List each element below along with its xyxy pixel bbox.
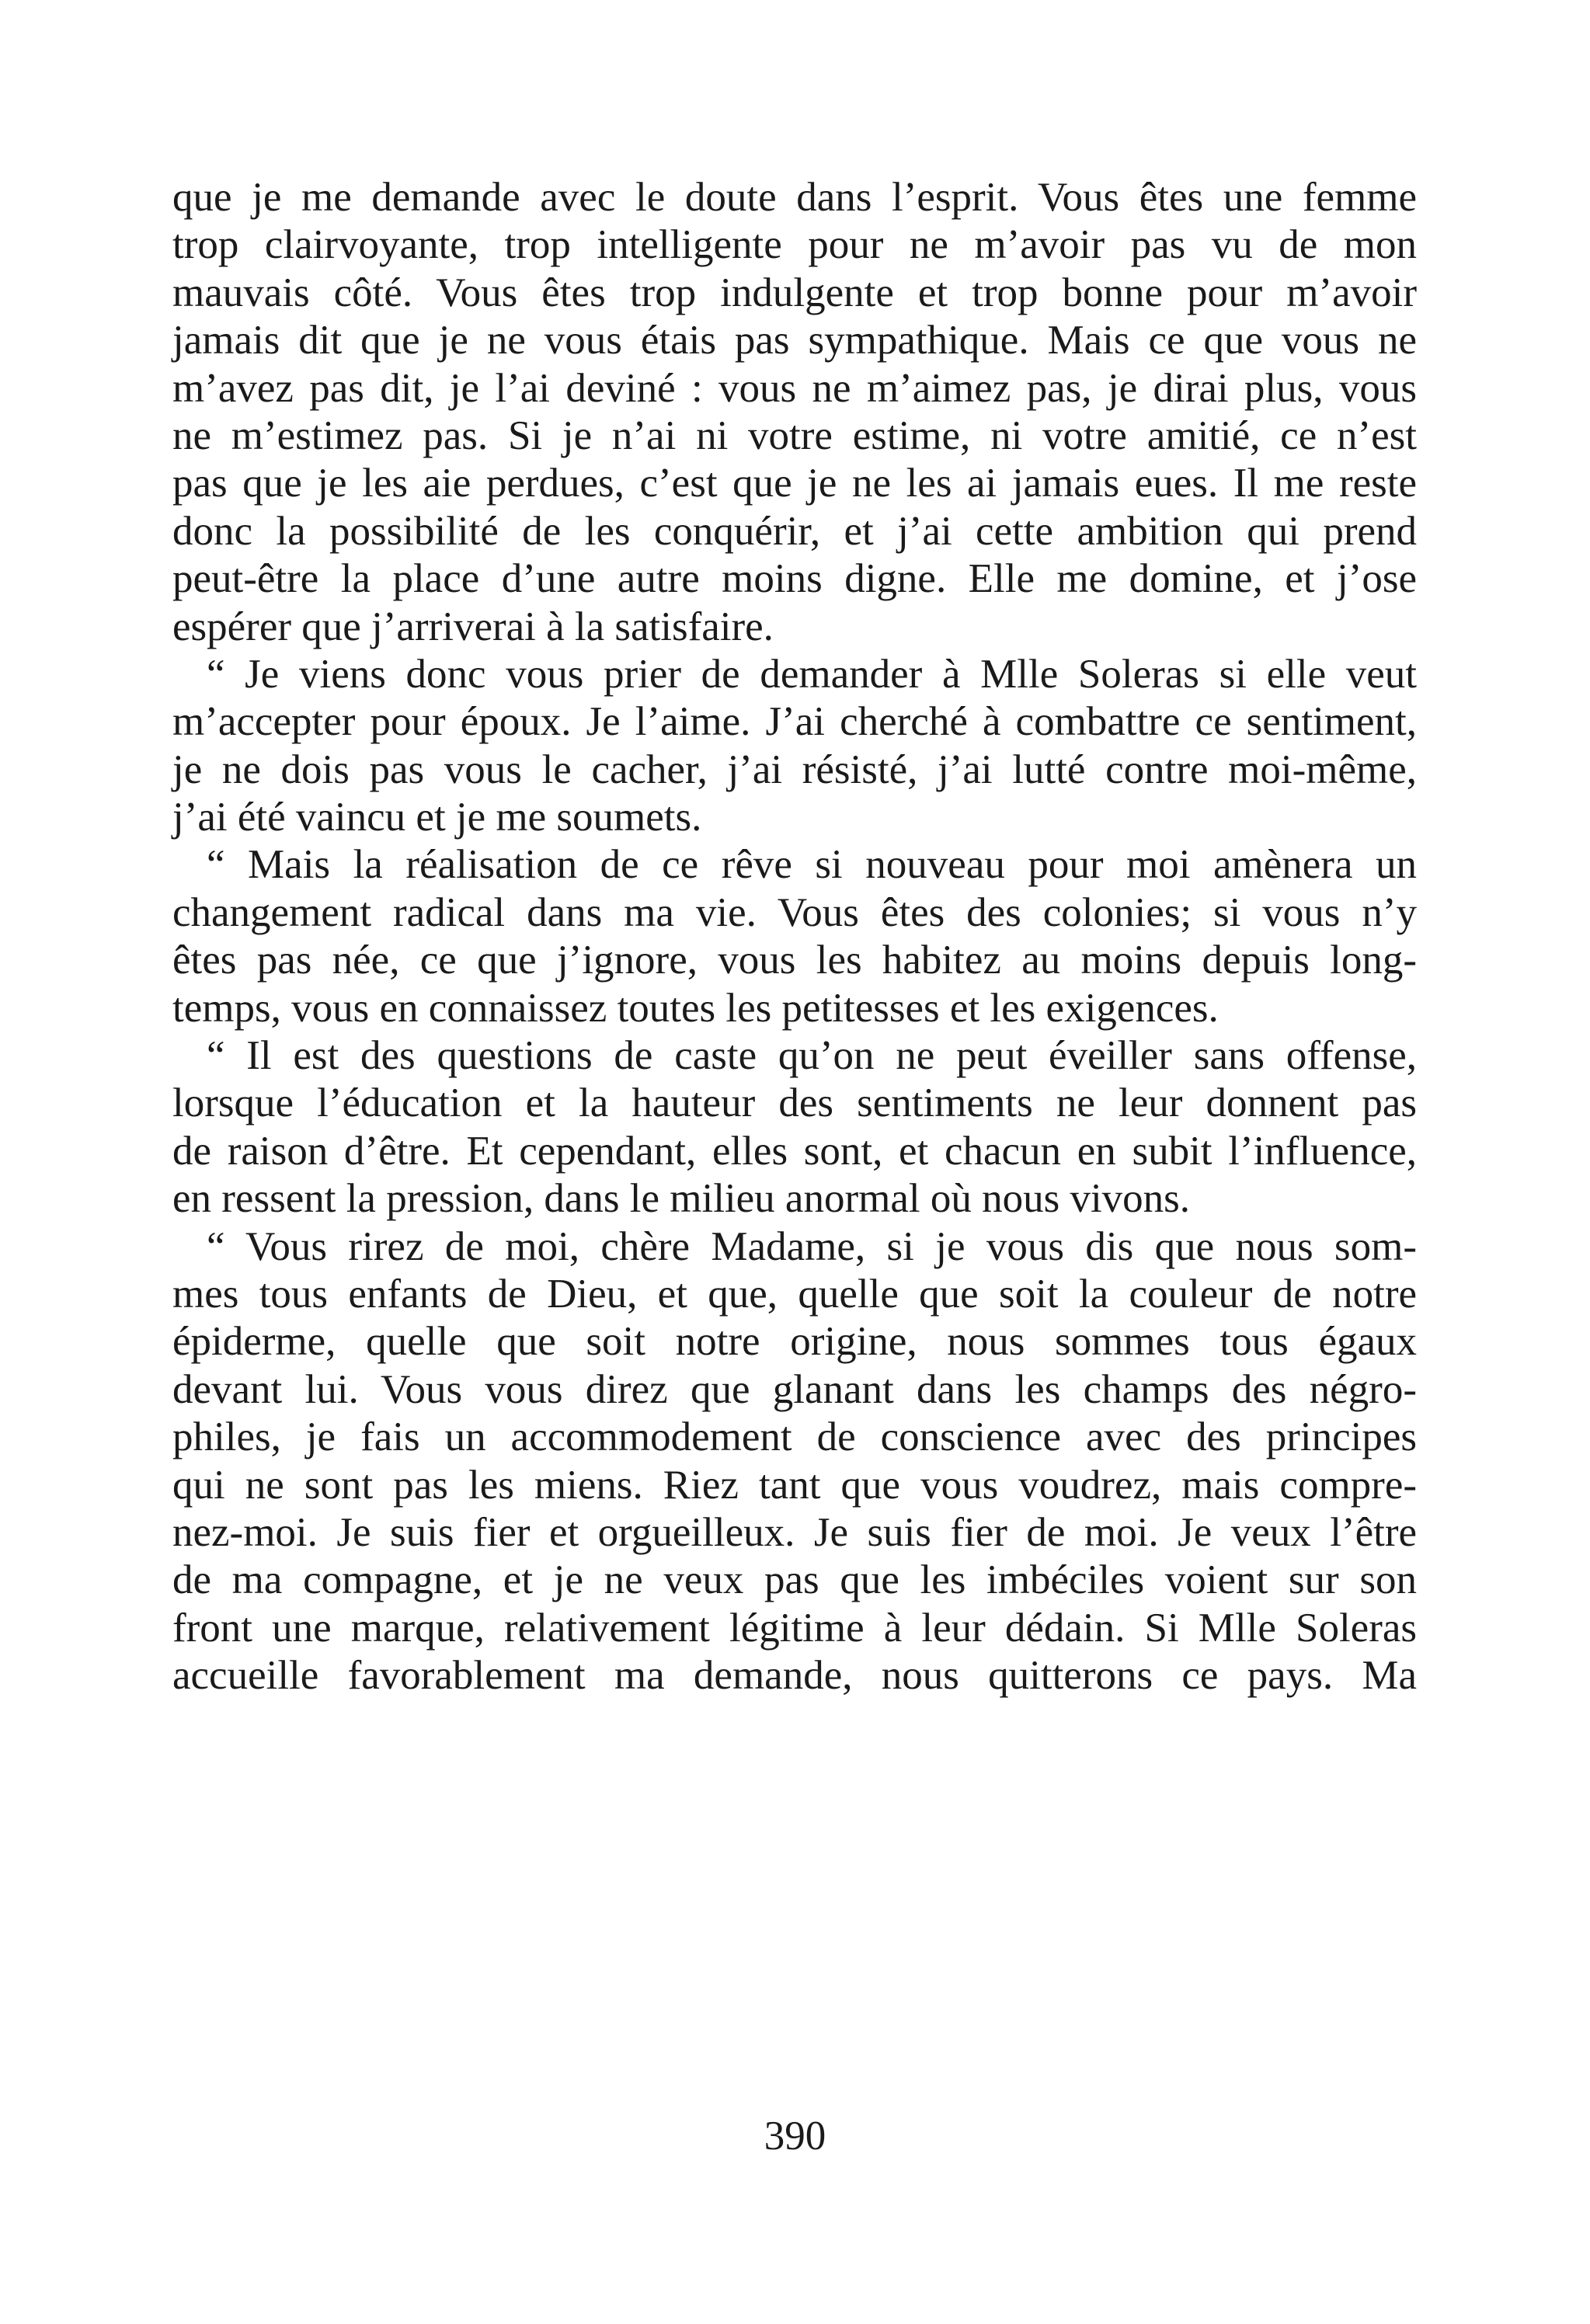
text-line: trop clairvoyante, trop intelligente pour ne m’avoir pas vu de mon bbox=[172, 222, 1417, 268]
text-line: ne m’estimez pas. Si je n’ai ni votre estime, ni votre amitié, ce n’est bbox=[172, 412, 1417, 458]
text-line: jamais dit que je ne vous étais pas sympathique. Mais ce que vous ne bbox=[172, 318, 1417, 364]
text-line: devant lui. Vous vous direz que glanant dans les champs des négro- bbox=[172, 1366, 1417, 1412]
body-text bbox=[172, 174, 1417, 1700]
text-line: “ Je viens donc vous prier de demander à Mlle Soleras si elle veut bbox=[207, 651, 1417, 697]
text-line: “ Il est des questions de caste qu’on ne peut éveiller sans offense, bbox=[207, 1033, 1417, 1079]
text-line: en ressent la pression, dans le milieu anormal où nous vivons. bbox=[172, 1176, 1191, 1222]
text-line: temps, vous en connaissez toutes les petitesses et les exigences. bbox=[172, 985, 1219, 1031]
text-line: de ma compagne, et je ne veux pas que les imbéciles voient sur son bbox=[172, 1557, 1417, 1603]
text-line: que je me demande avec le doute dans l’esprit. Vous êtes une femme bbox=[172, 175, 1417, 220]
text-line: mauvais côté. Vous êtes trop indulgente et trop bonne pour m’avoir bbox=[172, 270, 1417, 315]
text-line: changement radical dans ma vie. Vous êtes des colonies; si vous n’y bbox=[172, 889, 1417, 935]
text-line: mes tous enfants de Dieu, et que, quelle que soit la couleur de notre bbox=[172, 1271, 1417, 1317]
text-line: nez-moi. Je suis fier et orgueilleux. Je suis fier de moi. Je veux l’être bbox=[172, 1509, 1417, 1555]
text-line: je ne dois pas vous le cacher, j’ai résisté, j’ai lutté contre moi-même, bbox=[172, 746, 1417, 792]
text-line: êtes pas née, ce que j’ignore, vous les habitez au moins depuis long- bbox=[172, 938, 1417, 983]
text-line: pas que je les aie perdues, c’est que je ne les ai jamais eues. Il me reste bbox=[172, 461, 1417, 506]
text-line: m’avez pas dit, je l’ai deviné : vous ne m’aimez pas, je dirai plus, vous bbox=[172, 365, 1417, 411]
text-line: philes, je fais un accommodement de conscience avec des principes bbox=[172, 1414, 1417, 1460]
text-line: épiderme, quelle que soit notre origine, nous sommes tous égaux bbox=[172, 1319, 1417, 1365]
page-number: 390 bbox=[764, 2114, 826, 2159]
text-line: peut-être la place d’une autre moins digne. Elle me domine, et j’ose bbox=[172, 556, 1417, 602]
text-line: accueille favorablement ma demande, nous quitterons ce pays. Ma bbox=[172, 1653, 1417, 1699]
text-line: m’accepter pour époux. Je l’aime. J’ai cherché à combattre ce sentiment, bbox=[172, 699, 1417, 745]
text-line: qui ne sont pas les miens. Riez tant que vous voudrez, mais compre- bbox=[172, 1462, 1417, 1508]
text-line: lorsque l’éducation et la hauteur des sentiments ne leur donnent pas bbox=[172, 1080, 1417, 1126]
text-line: donc la possibilité de les conquérir, et j’ai cette ambition qui prend bbox=[172, 508, 1417, 554]
text-line: espérer que j’arriverai à la satisfaire. bbox=[172, 604, 774, 649]
text-line: front une marque, relativement légitime à leur dédain. Si Mlle Soleras bbox=[172, 1605, 1417, 1651]
text-line: j’ai été vaincu et je me soumets. bbox=[172, 795, 702, 840]
text-line: de raison d’être. Et cependant, elles sont, et chacun en subit l’influence, bbox=[172, 1128, 1417, 1174]
text-line: “ Vous rirez de moi, chère Madame, si je vous dis que nous som- bbox=[207, 1223, 1417, 1269]
text-line: “ Mais la réalisation de ce rêve si nouveau pour moi amènera un bbox=[207, 842, 1417, 888]
